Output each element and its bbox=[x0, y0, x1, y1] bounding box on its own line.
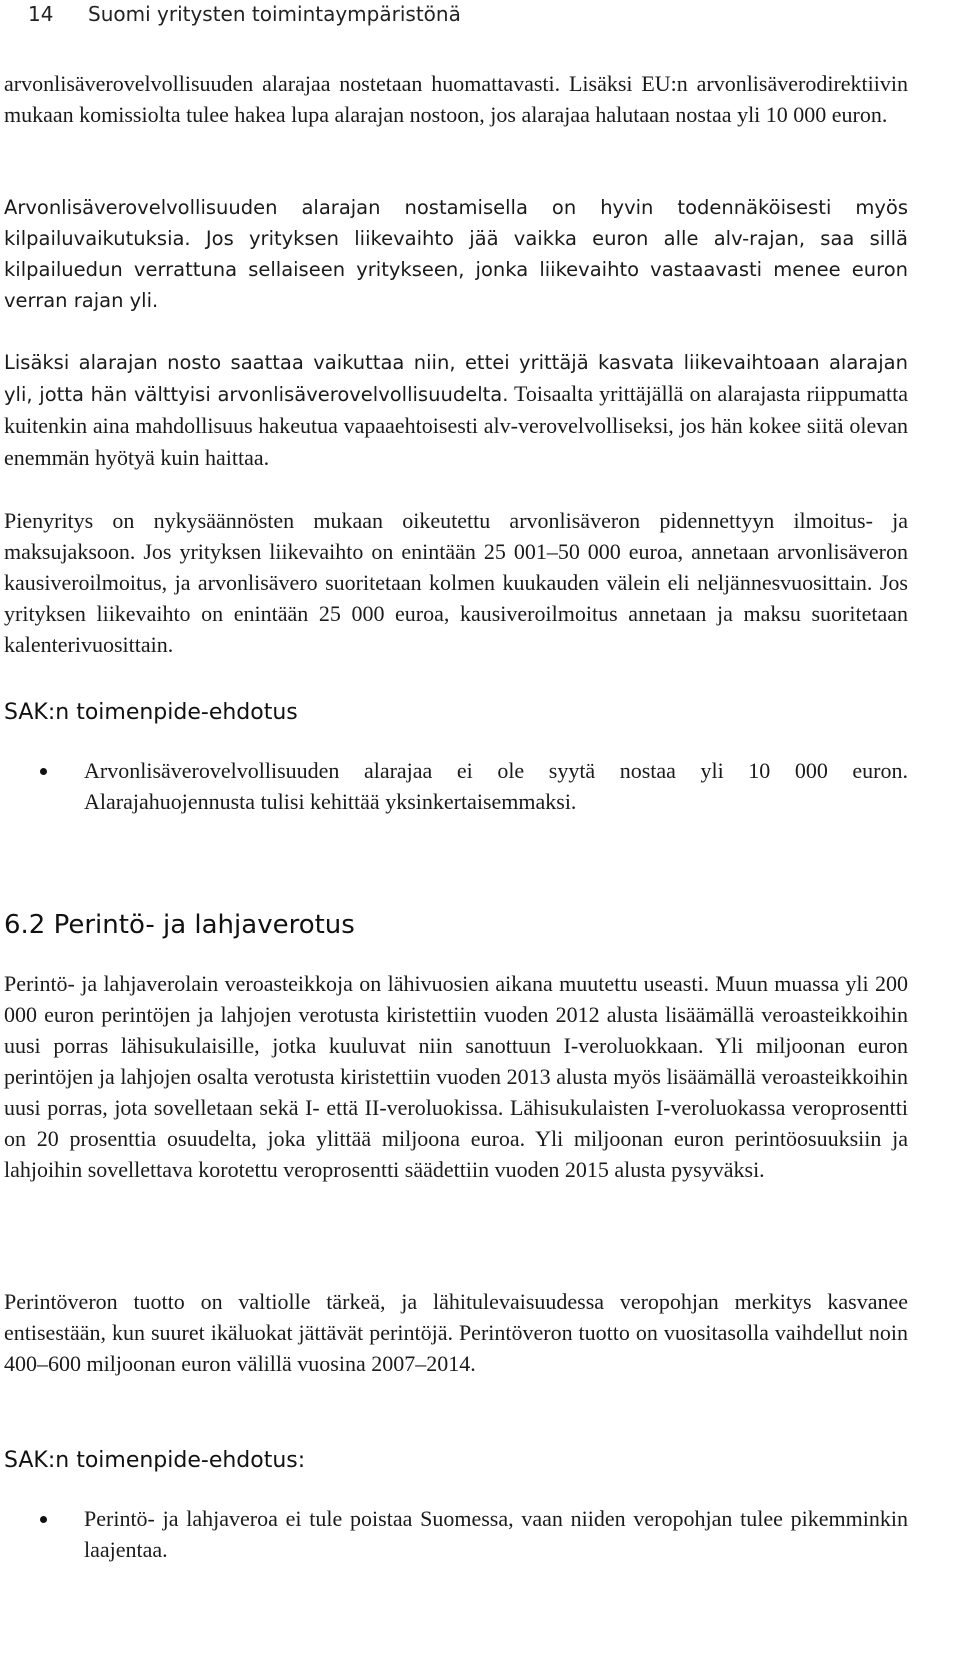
paragraph-3-sans-part: Lisäksi alarajan nosto saattaa vaikuttaa niin, ettei yrittäjä kasvata liikevaihtoaan alarajan yli, jotta hän välttyisi arvonlisäverovelvollisuudelta. bbox=[4, 351, 908, 406]
paragraph-3 bbox=[4, 347, 908, 474]
bullet-icon bbox=[40, 768, 47, 775]
paragraph-text: Pienyritys on nykysäännösten mukaan oikeutettu arvonlisäveron pidennettyyn ilmoitus- ja maksujaksoon. Jos yrityksen liikevaihto on enintään 25 001–50 000 euroa, annetaan arvonlisäveron kausiveroilmoitus, ja arvonlisävero suoritetaan kolmen kuukauden välein eli neljännesvuosittain. Jos yrityksen liikevaihto on enintään 25 000 euroa, kausiveroilmoitus annetaan ja maksu suoritetaan kalenterivuosittain. bbox=[4, 508, 908, 657]
section-heading-6-2: 6.2 Perintö- ja lahjaverotus bbox=[4, 910, 355, 940]
paragraph-text: Arvonlisäverovelvollisuuden alarajan nostamisella on hyvin todennäköisesti myös kilpailuvaikutuksia. Jos yrityksen liikevaihto jää vaikka euron alle alv-rajan, saa sillä kilpailuedun verrattuna sellaiseen yritykseen, jonka liikevaihto vastaavasti menee euron verran rajan yli. bbox=[4, 196, 908, 312]
running-title: Suomi yritysten toimintaympäristönä bbox=[88, 2, 461, 26]
bullet-item-2 bbox=[40, 1503, 908, 1565]
bullet-icon bbox=[40, 1516, 47, 1523]
bullet-text: Perintö- ja lahjaveroa ei tule poistaa Suomessa, vaan niiden veropohjan tulee pikemminkin laajentaa. bbox=[84, 1506, 908, 1562]
bullet-item-1 bbox=[40, 755, 908, 817]
paragraph-text: Perintöveron tuotto on valtiolle tärkeä, ja lähitulevaisuudessa veropohjan merkitys kasvanee entisestään, kun suuret ikäluokat jättävät perintöjä. Perintöveron tuotto on vuositasolla vaihdellut noin 400–600 miljoonan euron välillä vuosina 2007–2014. bbox=[4, 1289, 908, 1376]
sak-proposal-heading-2: SAK:n toimenpide-ehdotus: bbox=[4, 1448, 306, 1473]
paragraph-text: arvonlisäverovelvollisuuden alarajaa nostetaan huomattavasti. Lisäksi EU:n arvonlisäverodirektiivin mukaan komissiolta tulee hakea lupa alarajan nostoon, jos alarajaa halutaan nostaa yli 10 000 euron. bbox=[4, 71, 908, 127]
paragraph-6 bbox=[4, 1286, 908, 1379]
bullet-text: Arvonlisäverovelvollisuuden alarajaa ei ole syytä nostaa yli 10 000 euron. Alarajahuojennusta tulisi kehittää yksinkertaisemmaksi. bbox=[84, 758, 908, 814]
running-header bbox=[28, 2, 461, 26]
paragraph-2 bbox=[4, 192, 908, 316]
paragraph-4 bbox=[4, 505, 908, 660]
paragraph-3-serif-part: Toisaalta yrittäjällä on alarajasta riippumatta kuitenkin aina mahdollisuus hakeutua vapaaehtoisesti alv-verovelvolliseksi, jos hän kokee siitä olevan enemmän hyötyä kuin haittaa. bbox=[4, 381, 908, 470]
paragraph-text: Perintö- ja lahjaverolain veroasteikkoja on lähivuosien aikana muutettu useasti. Muun muassa yli 200 000 euron perintöjen ja lahjojen verotusta kiristettiin vuoden 2012 alusta lisäämällä veroasteikkoihin uusi porras lähisukulaisille, jotka kuuluvat niin sanottuun I-veroluokkaan. Yli miljoonan euron perintöjen ja lahjojen osalta verotusta kiristettiin vuoden 2013 alusta myös lisäämällä veroasteikkoihin uusi porras, jota sovelletaan sekä I- että II-veroluokissa. Lähisukulaisten I-veroluokassa veroprosentti on 20 prosenttia osuudelta, joka ylittää miljoona euroa. Yli miljoonan euron perintöosuuksiin ja lahjoihin sovellettava korotettu veroprosentti säädettiin vuoden 2015 alusta pysyväksi. bbox=[4, 971, 908, 1182]
paragraph-5 bbox=[4, 968, 908, 1185]
paragraph-text bbox=[4, 347, 908, 474]
sak-proposal-heading-1: SAK:n toimenpide-ehdotus bbox=[4, 700, 298, 725]
page-number: 14 bbox=[28, 2, 54, 26]
paragraph-1 bbox=[4, 68, 908, 130]
